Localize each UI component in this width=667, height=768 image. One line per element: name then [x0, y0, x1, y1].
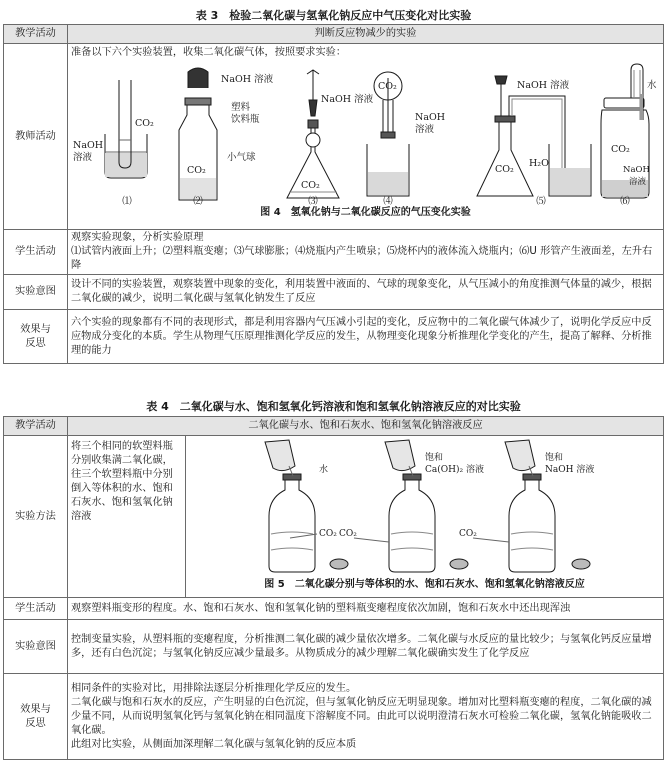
- t4-student-activity-text: 观察塑料瓶变形的程度。水、饱和石灰水、饱和氢氧化钠的塑料瓶变瘪程度依次加剧，饱和石灰水中还出现浑浊: [68, 598, 664, 620]
- table4: [3, 416, 664, 760]
- table4-head-right: 二氧化碳与水、饱和石灰水、饱和氢氧化钠溶液反应: [68, 417, 664, 436]
- experiment-intent-label: 实验意图: [4, 275, 68, 310]
- fig4-label-naoh-6: NaOH: [623, 165, 650, 175]
- figure4-caption: 图 4 氢氧化钠与二氧化碳反应的气压变化实验: [260, 207, 471, 218]
- table4-head-left: 教学活动: [4, 417, 68, 436]
- method-text: 将三个相同的软塑料瓶分别收集满二氧化碳，往三个软塑料瓶中分别倒入等体积的水、饱和石灰水、饱和氢氧化钠溶液: [68, 436, 186, 598]
- fig4-label-rongye-6: 溶液: [629, 177, 647, 187]
- effect-reflection-text: 六个实验的现象都有不同的表现形式，都是利用容器内气压减小引起的变化，反应物中的二氧化碳气体减少了，说明化学反应中反应物成分变化的本质。学生从物理气压原理推测化学反应的发生，从物理变化现象分析推理化学变化的产生，提高了解释、分析推理的能力: [68, 310, 664, 364]
- t4-student-activity-label: 学生活动: [4, 598, 68, 620]
- fig5-label-caoh: Ca(OH)₂ 溶液: [425, 465, 484, 475]
- figure5-caption: 图 5 二氧化碳分别与等体积的水、饱和石灰水、饱和氢氧化钠溶液反应: [264, 579, 585, 590]
- fig4-label-plastic1: 塑料: [231, 102, 251, 113]
- fig4-label-co2-3: CO₂: [301, 180, 320, 191]
- table3-head-right: 判断反应物减少的实验: [68, 25, 664, 44]
- fig4-label-co2-4: CO₂: [378, 81, 397, 92]
- fig4-number-5: ⑸: [536, 196, 546, 206]
- fig4-label-plastic2: 饮料瓶: [231, 114, 260, 125]
- fig4-label-balloon: 小气球: [227, 152, 256, 163]
- fig4-number-6: ⑹: [620, 196, 630, 206]
- fig5-label-co2-1: CO₂: [319, 529, 337, 539]
- fig4-label-co2-6: CO₂: [611, 144, 630, 155]
- fig4-label-co2-2: CO₂: [187, 165, 206, 176]
- t4-experiment-intent-label: 实验意图: [4, 620, 68, 674]
- fig4-label-rongye-4: 溶液: [415, 124, 435, 135]
- table3-caption: 表 3 检验二氧化碳与氢氧化钠反应中气压变化对比实验: [195, 9, 472, 22]
- t4-effect-reflection-text: 相同条件的实验对比，用排除法逐层分析推理化学反应的发生。 二氧化碳与饱和石灰水的反应，产生明显的白色沉淀，但与氢氧化钠反应无明显现象。增加对比塑料瓶变瘪的程度，二氧化碳的减少量不同，从而说明氢氧化钙与氢氧化钠在相同温度下溶解度不同。由此可以说明澄清石灰水可检验二氧化碳，氢氧化钠能吸收二氧化碳。 此组对比实验，从侧面加深理解二氧化碳与氢氧化钠的反应本质: [68, 674, 664, 760]
- fig4-number-4: ⑷: [383, 196, 393, 206]
- fig5-label-co2-2: CO₂: [339, 529, 357, 539]
- effect-reflection-label: 效果与反思: [4, 310, 68, 364]
- figure4: [71, 60, 660, 220]
- teacher-activity-label: 教师活动: [4, 44, 68, 230]
- apparatus-3: [287, 70, 339, 198]
- bottle-2: [354, 440, 468, 572]
- fig4-label-naoh-sol-3: NaOH 溶液: [321, 94, 374, 105]
- figure5-bottles-drawing: [189, 438, 659, 578]
- fig4-label-rongye: 溶液: [73, 152, 93, 163]
- fig4-label-h2o: H₂O: [529, 158, 549, 169]
- fig4-label-naoh-sol-2: NaOH 溶液: [221, 74, 274, 85]
- method-label: 实验方法: [4, 436, 68, 598]
- fig4-label-naoh: NaOH: [73, 140, 104, 151]
- table3: [3, 24, 664, 364]
- table3-head-left: 教学活动: [4, 25, 68, 44]
- experiment-intent-text: 设计不同的实验装置，观察装置中现象的变化，利用装置中液面的、气球的现象变化，从气压减小的角度推测气体量的减少，根据二氧化碳的减少，说明二氧化碳与氢氧化钠发生了反应: [68, 275, 664, 310]
- apparatus-1: [105, 80, 147, 178]
- t4-effect-reflection-label: 效果与反思: [4, 674, 68, 760]
- t4-experiment-intent-text: 控制变量实验，从塑料瓶的变瘪程度，分析推测二氧化碳的减少量依次增多。二氧化碳与水反应的量比较少；与氢氧化钙反应量增多，还有白色沉淀；与氢氧化钠反应减少量最多。从物质成分的减少理解二氧化碳确实发生了化学反应: [68, 620, 664, 674]
- fig5-label-naoh: NaOH 溶液: [545, 465, 595, 475]
- figure5: [189, 438, 660, 592]
- fig5-label-sat1: 饱和: [425, 453, 444, 463]
- fig4-number-1: ⑴: [122, 196, 132, 206]
- bottle-3: [473, 440, 590, 572]
- fig4-label-naoh-sol-5: NaOH 溶液: [517, 80, 570, 91]
- student-activity-label: 学生活动: [4, 230, 68, 275]
- figure4-apparatus-drawing: [71, 60, 661, 206]
- fig5-label-co2-3: CO₂: [459, 529, 477, 539]
- table4-caption: 表 4 二氧化碳与水、饱和氢氧化钙溶液和饱和氢氧化钠溶液反应的对比实验: [146, 400, 521, 413]
- apparatus-2: [179, 68, 217, 200]
- student-activity-text: 观察实验现象，分析实验原理 ⑴试管内液面上升；⑵塑料瓶变瘪；⑶气球膨胀；⑷烧瓶内产生喷泉；⑸烧杯内的液体流入烧瓶内；⑹U 形管产生液面差，左升右降: [68, 230, 664, 275]
- fig4-label-co2-5: CO₂: [495, 164, 514, 175]
- apparatus-5: [477, 76, 591, 196]
- fig4-label-water: 水: [647, 80, 657, 91]
- fig4-label-co2-1: CO₂: [135, 118, 154, 129]
- fig4-label-naoh-4: NaOH: [415, 112, 446, 123]
- bottle-1: [265, 440, 348, 572]
- teacher-activity-intro: 准备以下六个实验装置，收集二氧化碳气体，按照要求实验：: [71, 47, 347, 58]
- fig4-number-2: ⑵: [193, 196, 203, 206]
- fig5-label-sat2: 饱和: [545, 453, 564, 463]
- fig4-number-3: ⑶: [308, 196, 318, 206]
- fig5-label-water: 水: [319, 465, 329, 475]
